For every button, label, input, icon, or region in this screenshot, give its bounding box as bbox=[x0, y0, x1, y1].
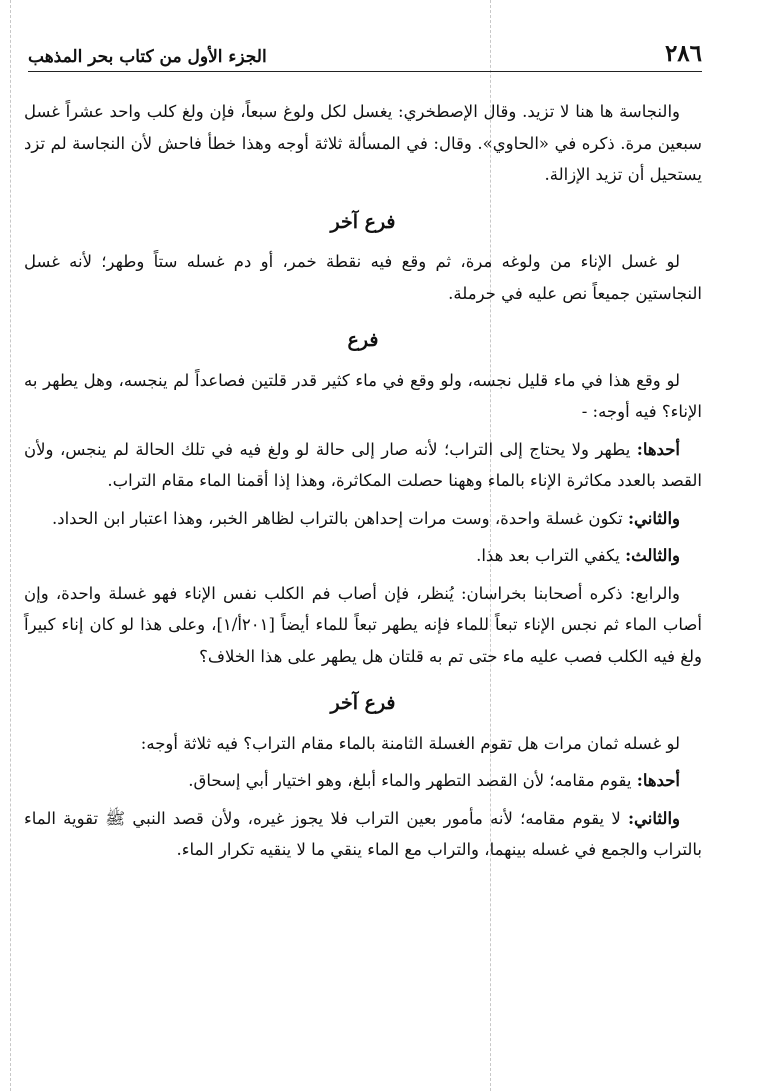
section-heading: فرع آخر bbox=[330, 210, 396, 233]
paragraph-lead: والثاني: bbox=[627, 508, 680, 528]
section-heading: فرع آخر bbox=[330, 692, 396, 714]
running-title: الجزء الأول من كتاب بحر المذهب bbox=[28, 47, 267, 67]
paragraph: لو غسل الإناء من ولوغه مرة، ثم وقع فيه نقطة خمر، أو دم غسله ستاً وطهر؛ لأنه غسل النجاستين جميعاً نص عليه في حرملة. bbox=[24, 252, 702, 303]
paragraph: والنجاسة ها هنا لا تزيد. وقال الإصطخري: يغسل لكل ولوغ سبعاً، فإن ولغ كلب واحد عشراً غسل سبعين مرة. ذكره في «الحاوي». وقال: في المسألة ثلاثة أوجه وهذا خطأ فاحش لأن النجاسة لم تزد يستحيل أن تزيد الإزالة. bbox=[24, 102, 702, 184]
paragraph-lead: والثالث: bbox=[625, 546, 680, 565]
paragraph bbox=[24, 434, 702, 497]
body-text bbox=[24, 96, 702, 866]
paragraph bbox=[24, 540, 702, 572]
paragraph-lead: والثاني: bbox=[627, 808, 680, 828]
paragraph-text: تكون غسلة واحدة، وست مرات إحداهن بالتراب لظاهر الخبر، وهذا اعتبار ابن الحداد. bbox=[52, 508, 628, 528]
paragraph-text: يكفي التراب بعد هذا. bbox=[476, 546, 626, 565]
scan-guide-line bbox=[10, 0, 11, 1091]
paragraph: لو غسله ثمان مرات هل تقوم الغسلة الثامنة بالماء مقام التراب؟ فيه ثلاثة أوجه: bbox=[140, 733, 680, 753]
paragraph bbox=[24, 765, 702, 797]
paragraph-lead: أحدها: bbox=[636, 771, 680, 790]
page-number: ٢٨٦ bbox=[664, 40, 702, 67]
paragraph-lead: أحدها: bbox=[636, 439, 680, 459]
paragraph: لو وقع هذا في ماء قليل نجسه، ولو وقع في ماء كثير قدر قلتين فصاعداً لم ينجسه، وهل يطهر به الإناء؟ فيه أوجه: - bbox=[24, 370, 702, 421]
section-heading: فرع bbox=[347, 329, 379, 351]
paragraph: والرابع: ذكره أصحابنا بخراسان: يُنظر، فإن أصاب فم الكلب نفس الإناء فهو غسلة واحدة، وإن أصاب الماء ثم نجس الإناء تبعاً للماء فإنه يطهر تبعاً للماء أيضاً [٢٠١أ/١]، وعلى هذا لو كان إناء كبيراً ولغ فيه الكلب فصب عليه ماء حتى تم به قلتان هل يطهر على هذا الخلاف؟ bbox=[24, 583, 702, 666]
paragraph-text: يقوم مقامه؛ لأن القصد التطهر والماء أبلغ، وهو اختيار أبي إسحاق. bbox=[188, 771, 637, 790]
paragraph-text: لا يقوم مقامه؛ لأنه مأمور بعين التراب فلا يجوز غيره، ولأن قصد النبي ﷺ تقوية الماء بالتراب والجمع في غسله بينهما، والتراب مع الماء ينقي ما لا ينقيه تكرار الماء. bbox=[24, 808, 702, 859]
paragraph-text: يطهر ولا يحتاج إلى التراب؛ لأنه صار إلى حالة لو ولغ فيه في تلك الحالة لم ينجس، ولأن القصد بالعدد مكاثرة الإناء بالماء وههنا حصلت المكاثرة، وهذا إذا أقمنا الماء مقام التراب. bbox=[24, 439, 702, 490]
page-header bbox=[28, 38, 702, 72]
paragraph bbox=[24, 503, 702, 535]
paragraph bbox=[24, 803, 702, 866]
